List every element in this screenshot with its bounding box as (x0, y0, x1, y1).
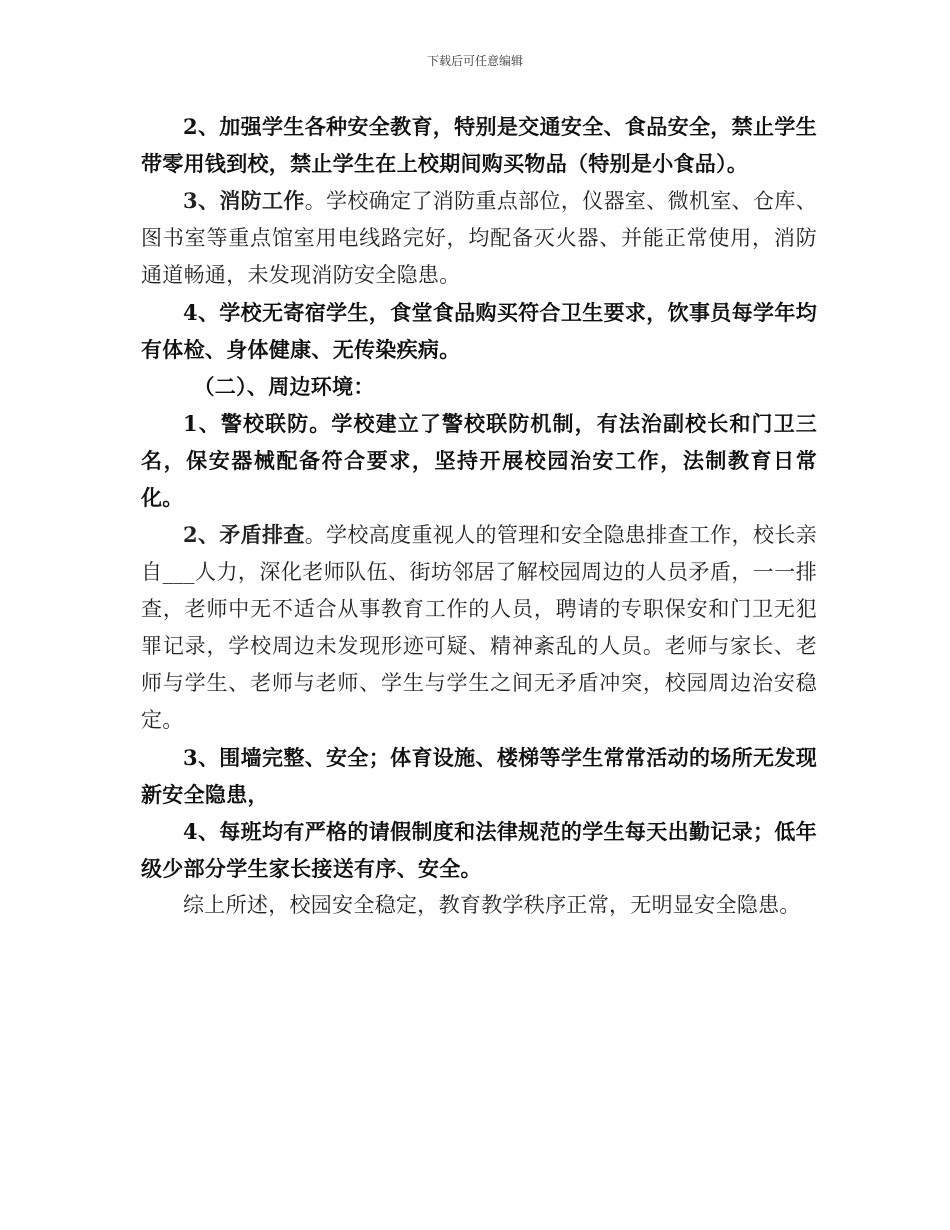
paragraph-fire-safety (141, 182, 817, 294)
paragraph-fire-safety-text: 。学校确定了消防重点部位，仪器室、微机室、仓库、图书室等重点馆室用电线路完好，均配备灭火器、并能正常使用，消防通道畅通，未发现消防安全隐患。 (141, 189, 817, 287)
paragraph-conflict-screening-text: 。学校高度重视人的管理和安全隐患排查工作，校长亲自___人力，深化老师队伍、街坊邻居了解校园周边的人员矛盾，一一排查，老师中无不适合从事教育工作的人员，聘请的专职保安和门卫无犯罪记录，学校周边未发现形迹可疑、精神紊乱的人员。老师与家长、老师与学生、老师与老师、学生与学生之间无矛盾冲突，校园周边治安稳定。 (141, 523, 817, 732)
page-header: 下载后可任意编辑 (426, 54, 523, 68)
section-heading-surroundings: （二）、周边环境： (193, 374, 375, 399)
paragraph-canteen-hygiene: 4、学校无寄宿学生，食堂食品购买符合卫生要求，饮事员每学年均有体检、身体健康、无传染疾病。 (141, 300, 817, 362)
paragraph-student-safety-education: 2、加强学生各种安全教育，特别是交通安全、食品安全，禁止学生带零用钱到校，禁止学生在上校期间购买物品（特别是小食品）。 (141, 114, 817, 176)
document-body (141, 108, 817, 924)
paragraph-walls-facilities: 3、围墙完整、安全；体育设施、楼梯等学生常常活动的场所无发现新安全隐患， (141, 745, 817, 807)
paragraph-conflict-screening (141, 516, 817, 739)
paragraph-attendance: 4、每班均有严格的请假制度和法律规范的学生每天出勤记录；低年级少部分学生家长接送有序、安全。 (141, 819, 817, 881)
paragraph-conflict-screening-lead: 2、矛盾排查 (183, 522, 305, 547)
paragraph-police-school-joint-defense: 1、警校联防。学校建立了警校联防机制，有法治副校长和门卫三名，保安器械配备符合要求，坚持开展校园治安工作，法制教育日常化。 (141, 411, 817, 510)
paragraph-fire-safety-lead: 3、消防工作 (183, 188, 305, 213)
paragraph-summary: 综上所述，校园安全稳定，教育教学秩序正常，无明显安全隐患。 (183, 893, 801, 917)
